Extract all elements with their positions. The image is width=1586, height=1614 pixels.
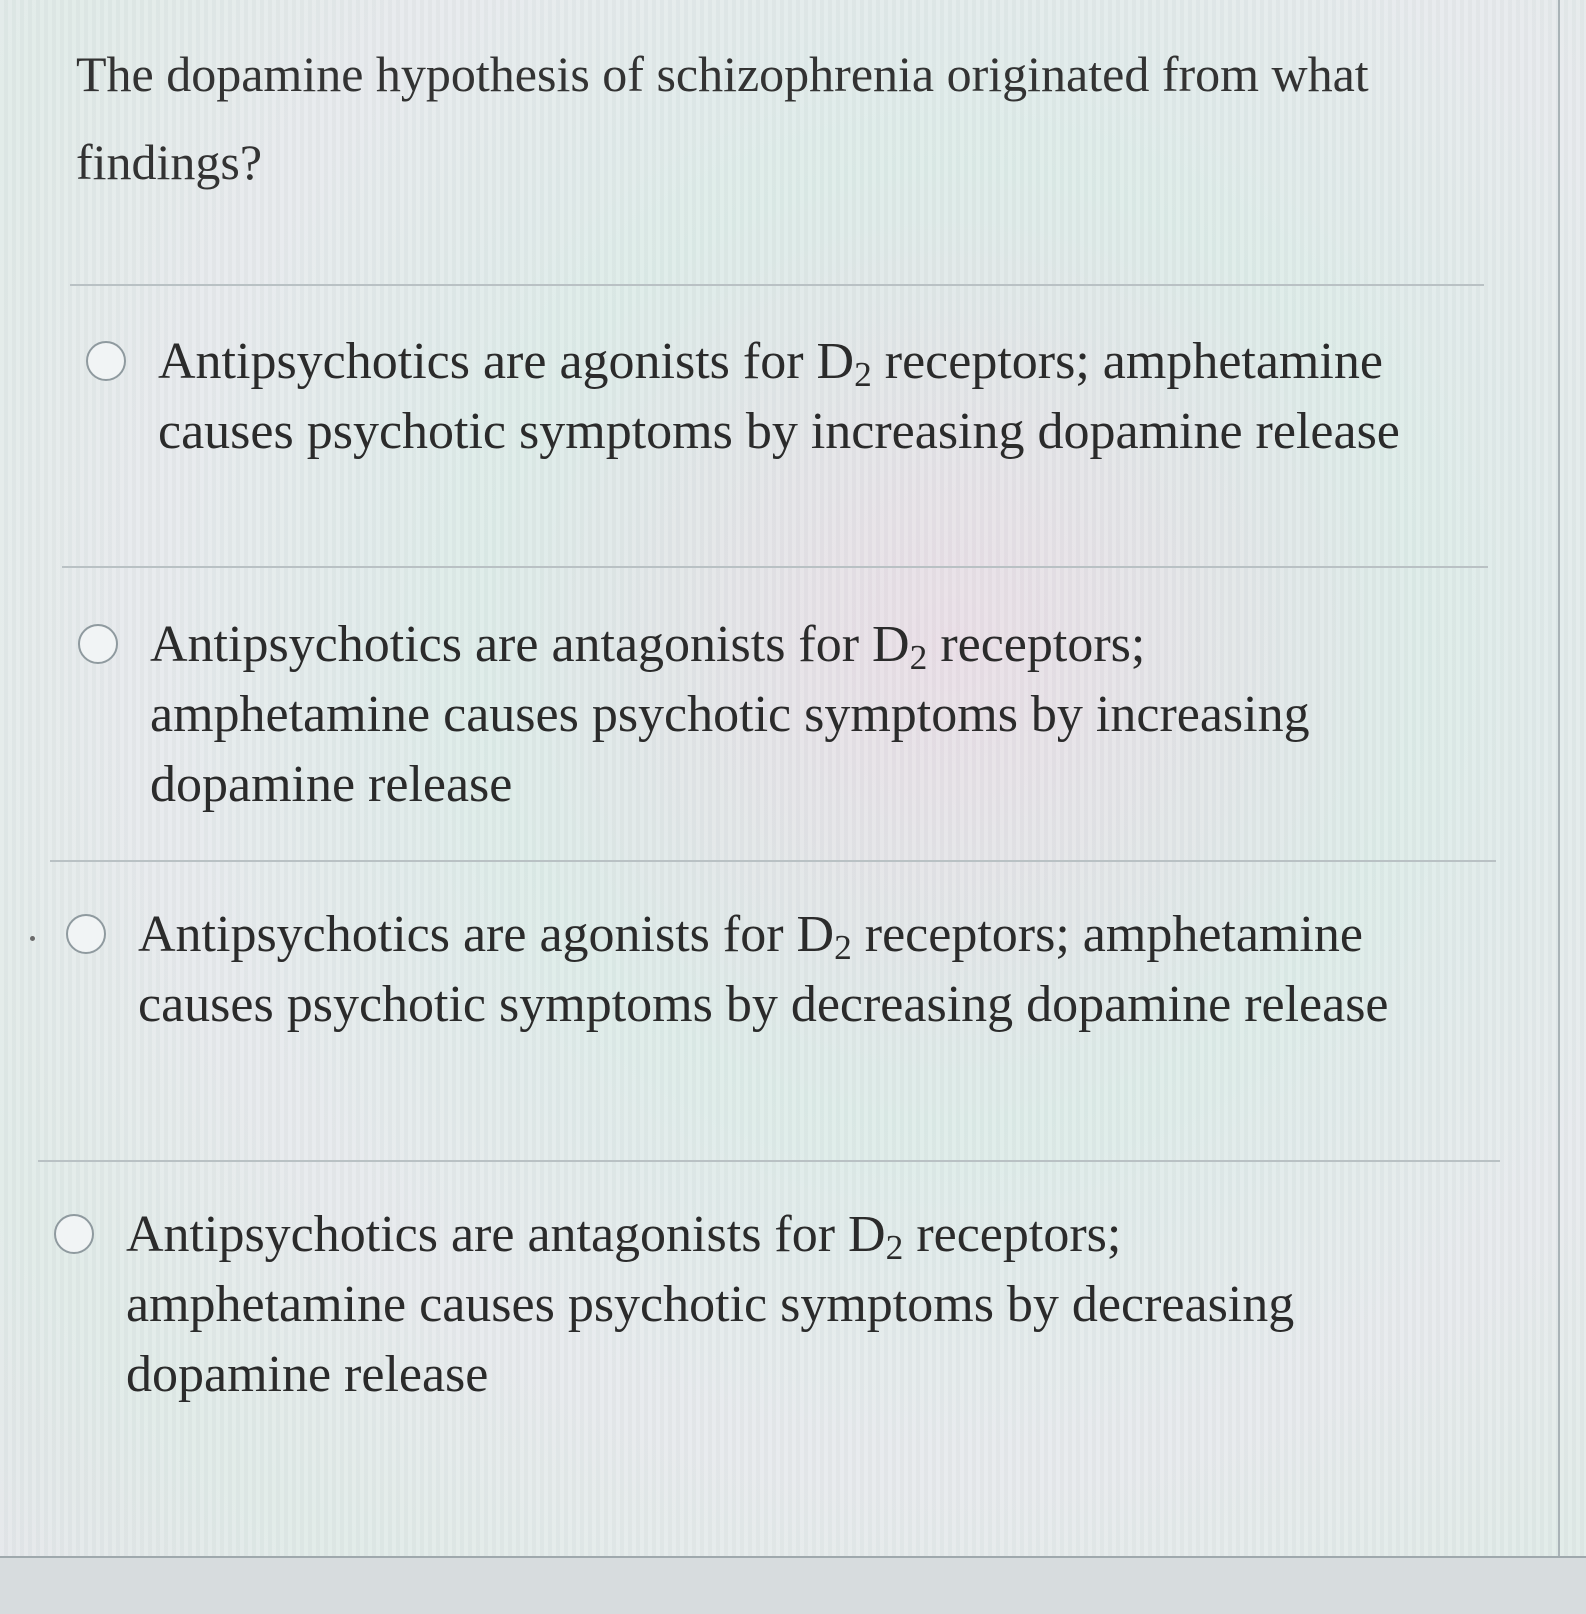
divider [62, 566, 1488, 568]
answer-option-label: Antipsychotics are agonists for $D_2$ receptors; amphetamine causes psychotic symptoms by increasing dopamine release [158, 333, 1400, 460]
answer-option-2[interactable] [78, 610, 1410, 820]
radio-button[interactable] [66, 914, 106, 954]
panel-right-border [1558, 0, 1560, 1560]
answer-option-label: Antipsychotics are antagonists for $D_2$ receptors; amphetamine causes psychotic symptoms by increasing dopamine release [150, 616, 1310, 813]
divider [50, 860, 1496, 862]
divider [70, 284, 1484, 286]
answer-option-label: Antipsychotics are antagonists for $D_2$ receptors; amphetamine causes psychotic symptoms by decreasing dopamine release [126, 1206, 1295, 1403]
answer-option-3[interactable] [66, 900, 1398, 1040]
radio-button[interactable] [54, 1214, 94, 1254]
answer-option-label: Antipsychotics are agonists for $D_2$ receptors; amphetamine causes psychotic symptoms by decreasing dopamine release [138, 906, 1389, 1033]
dust-speck [30, 936, 35, 941]
divider [38, 1160, 1500, 1162]
question-text: The dopamine hypothesis of schizophrenia originated from what findings? [76, 46, 1369, 190]
answer-option-1[interactable] [86, 327, 1418, 467]
radio-button[interactable] [78, 624, 118, 664]
page-background-strip [0, 1558, 1586, 1614]
radio-button[interactable] [86, 341, 126, 381]
answer-option-4[interactable] [54, 1200, 1386, 1410]
